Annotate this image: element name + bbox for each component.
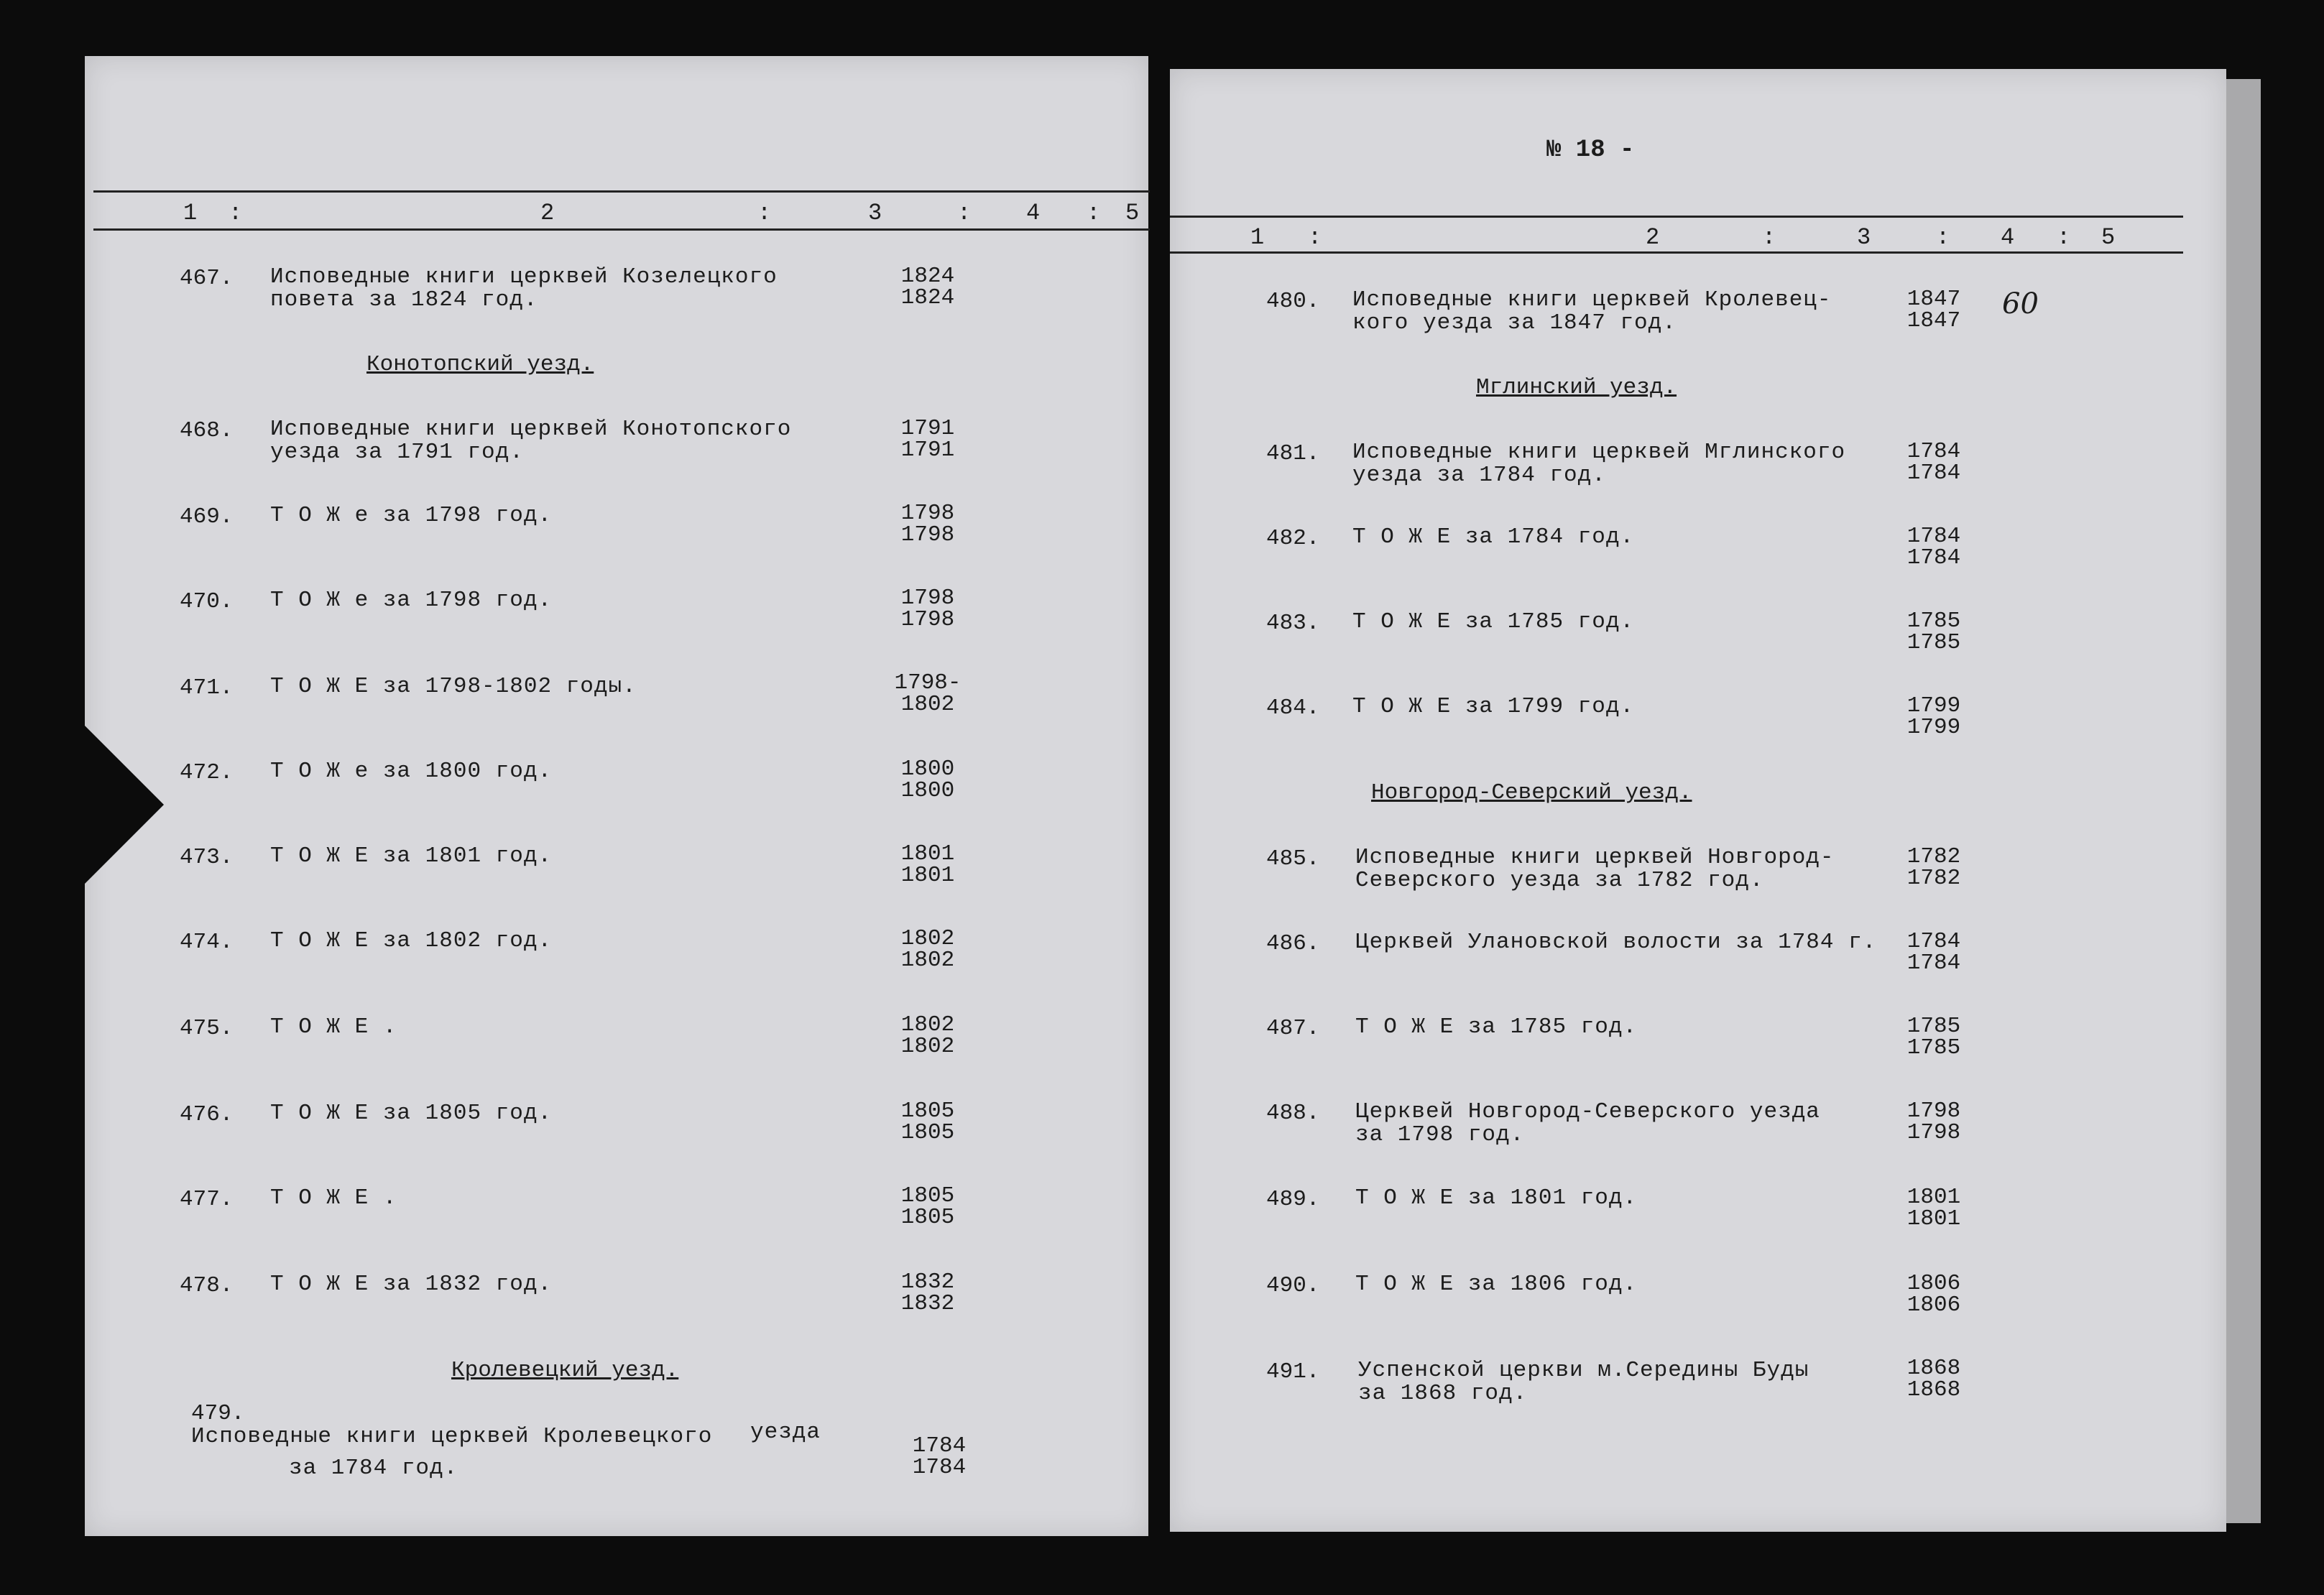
entry-years: 1785 1785 xyxy=(1906,1014,1961,1060)
column-2-label: 2 xyxy=(540,200,555,226)
entry-description: Церквей Улановской волости за 1784 г. xyxy=(1355,930,1877,955)
entry-years: 1868 1868 xyxy=(1906,1356,1961,1402)
column-1-label: 1 xyxy=(1250,224,1265,251)
section-heading: Конотопский уезд. xyxy=(366,352,594,377)
entry-number: 482. xyxy=(1266,526,1320,551)
entry-number: 480. xyxy=(1266,289,1320,314)
entry-years: 1784 1784 xyxy=(1906,929,1961,976)
entry-number: 473. xyxy=(180,845,234,870)
column-separator: : xyxy=(1087,200,1101,226)
column-separator: : xyxy=(1762,224,1776,251)
entry-description-line2: за 1868 год. xyxy=(1358,1381,1528,1406)
entry-years: 1801 1801 xyxy=(1906,1185,1961,1231)
entry-years: 1798 1798 xyxy=(900,586,955,632)
entry-number: 485. xyxy=(1266,846,1320,872)
entry-number: 484. xyxy=(1266,695,1320,721)
entry-number: 470. xyxy=(180,589,234,614)
entry-description-line2: за 1784 год. xyxy=(289,1456,458,1481)
entry-description: Церквей Новгород-Северского уезда xyxy=(1355,1099,1820,1124)
entry-years: 1832 1832 xyxy=(900,1270,955,1316)
entry-number: 479. xyxy=(191,1401,245,1426)
entry-number: 469. xyxy=(180,504,234,530)
entry-years: 1784 1784 xyxy=(1906,524,1961,570)
entry-years: 1798 1798 xyxy=(900,501,955,547)
column-4-label: 4 xyxy=(1026,200,1041,226)
column-1-label: 1 xyxy=(183,200,198,226)
column-separator: : xyxy=(1936,224,1950,251)
column-5-label: 5 xyxy=(2101,224,2116,251)
entry-years: 1847 1847 xyxy=(1906,287,1961,333)
entry-description: Т О Ж Е за 1832 год. xyxy=(270,1272,553,1297)
entry-number: 481. xyxy=(1266,441,1320,466)
entry-years: 1785 1785 xyxy=(1906,609,1961,655)
entry-description-line2: Северского уезда за 1782 год. xyxy=(1355,868,1764,893)
entry-description: Т О Ж е за 1800 год. xyxy=(270,759,553,784)
entry-description: Исповедные книги церквей Козелецкого xyxy=(270,264,778,290)
entry-number: 475. xyxy=(180,1016,234,1041)
entry-years: 1805 1805 xyxy=(900,1183,955,1230)
entry-description: Т О Ж Е за 1785 год. xyxy=(1352,609,1635,634)
entry-description: Т О Ж Е за 1801 год. xyxy=(270,843,553,869)
column-3-label: 3 xyxy=(868,200,882,226)
entry-description: Исповедные книги церквей Конотопского xyxy=(270,417,792,442)
entry-number: 488. xyxy=(1266,1101,1320,1126)
entry-years: 1782 1782 xyxy=(1906,844,1961,891)
entry-description: Т О Ж Е за 1799 год. xyxy=(1352,694,1635,719)
entry-years: 1805 1805 xyxy=(900,1099,955,1145)
header-rule-bottom xyxy=(1170,251,2183,254)
column-separator: : xyxy=(1308,224,1322,251)
entry-number: 478. xyxy=(180,1273,234,1298)
entry-description-line2: уезда за 1784 год. xyxy=(1352,463,1606,488)
entry-years: 1806 1806 xyxy=(1906,1271,1961,1318)
entry-number: 486. xyxy=(1266,931,1320,956)
entry-years: 1802 1802 xyxy=(900,926,955,973)
entry-years: 1802 1802 xyxy=(900,1012,955,1059)
entry-description: Исповедные книги церквей Кролевецкого xyxy=(191,1424,713,1449)
entry-description: Т О Ж Е . xyxy=(270,1014,397,1040)
entry-years: 1801 1801 xyxy=(900,841,955,888)
entry-number: 474. xyxy=(180,930,234,955)
column-5-label: 5 xyxy=(1125,200,1140,226)
entry-description-extra: уезда xyxy=(750,1420,821,1445)
entry-years: 1784 1784 xyxy=(912,1433,967,1480)
entry-description: Т О Ж Е за 1802 год. xyxy=(270,928,553,953)
entry-description-line2: уезда за 1791 год. xyxy=(270,440,524,465)
entry-description: Т О Ж е за 1798 год. xyxy=(270,503,553,528)
entry-description-line2: кого уезда за 1847 год. xyxy=(1352,310,1677,336)
entry-description: Т О Ж Е за 1784 год. xyxy=(1352,524,1635,550)
entry-description-line2: за 1798 год. xyxy=(1355,1122,1525,1147)
entry-description: Т О Ж Е за 1801 год. xyxy=(1355,1185,1638,1211)
entry-description: Исповедные книги церквей Кролевец- xyxy=(1352,287,1832,313)
section-heading: Новгород-Северский уезд. xyxy=(1371,780,1692,805)
entry-number: 489. xyxy=(1266,1187,1320,1212)
entry-number: 471. xyxy=(180,675,234,701)
header-rule-top xyxy=(1170,216,2183,218)
section-heading: Мглинский уезд. xyxy=(1476,375,1677,400)
column-separator: : xyxy=(957,200,972,226)
entry-number: 483. xyxy=(1266,611,1320,636)
entry-description: Т О Ж Е . xyxy=(270,1185,397,1211)
entry-description-line2: повета за 1824 год. xyxy=(270,287,538,313)
column-separator: : xyxy=(2057,224,2071,251)
entry-description: Исповедные книги церквей Новгород- xyxy=(1355,845,1835,870)
entry-years: 1784 1784 xyxy=(1906,439,1961,486)
entry-number: 468. xyxy=(180,418,234,443)
header-rule-bottom xyxy=(93,228,1150,231)
entry-description: Т О Ж е за 1798 год. xyxy=(270,588,553,613)
entry-number: 477. xyxy=(180,1187,234,1212)
entry-description: Т О Ж Е за 1806 год. xyxy=(1355,1272,1638,1297)
entry-number: 472. xyxy=(180,760,234,785)
column-separator: : xyxy=(757,200,772,226)
entry-years: 1791 1791 xyxy=(900,416,955,463)
header-rule-top xyxy=(93,190,1150,193)
entry-number: 476. xyxy=(180,1102,234,1127)
page-number: № 18 - xyxy=(1546,137,1635,164)
entry-number: 491. xyxy=(1266,1359,1320,1384)
handwritten-note: 60 xyxy=(2002,287,2039,320)
entry-years: 1824 1824 xyxy=(900,264,955,310)
entry-number: 490. xyxy=(1266,1273,1320,1298)
column-4-label: 4 xyxy=(2001,224,2015,251)
column-3-label: 3 xyxy=(1857,224,1871,251)
entry-description: Исповедные книги церквей Мглинского xyxy=(1352,440,1846,465)
entry-description: Т О Ж Е за 1785 год. xyxy=(1355,1014,1638,1040)
entry-years: 1798 1798 xyxy=(1906,1099,1961,1145)
page-edge xyxy=(2226,79,2261,1523)
entry-years: 1798- 1802 xyxy=(894,670,962,717)
entry-years: 1799 1799 xyxy=(1906,693,1961,740)
page-notch xyxy=(85,726,164,884)
entry-number: 487. xyxy=(1266,1016,1320,1041)
entry-description: Успенской церкви м.Середины Буды xyxy=(1358,1358,1809,1383)
entry-description: Т О Ж Е за 1798-1802 годы. xyxy=(270,674,637,699)
entry-years: 1800 1800 xyxy=(900,757,955,803)
column-separator: : xyxy=(229,200,243,226)
entry-description: Т О Ж Е за 1805 год. xyxy=(270,1101,553,1126)
column-2-label: 2 xyxy=(1646,224,1660,251)
section-heading: Кролевецкий уезд. xyxy=(451,1358,679,1383)
entry-number: 467. xyxy=(180,266,234,291)
